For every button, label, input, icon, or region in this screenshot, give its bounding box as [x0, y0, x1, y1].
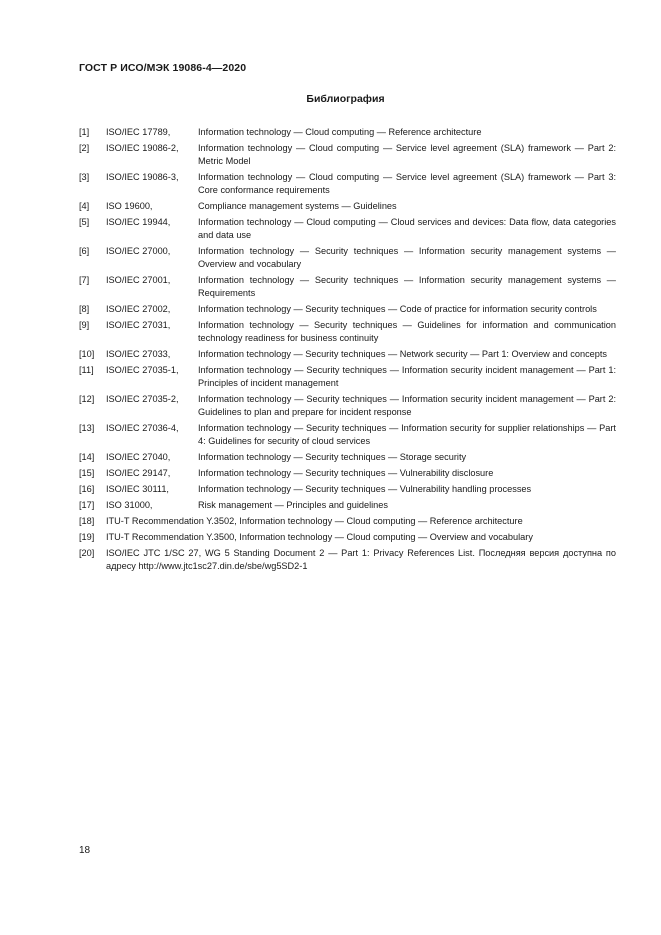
reference-code: ISO/IEC 17789,	[106, 127, 171, 137]
bibliography-entry	[79, 274, 616, 300]
reference-number: [8]	[79, 304, 90, 314]
bibliography-entry	[79, 515, 616, 528]
page-number: 18	[79, 845, 91, 856]
reference-title: Information technology — Cloud computing — Service level agreement (SLA) framework — Part 3: Core conformance requirements	[198, 172, 616, 195]
reference-text: ITU-T Recommendation Y.3500, Information technology — Cloud computing — Overview and vocabulary	[106, 532, 533, 542]
reference-title: Information technology — Security techniques — Information security incident management — Part 2: Guidelines to plan and prepare for incident response	[198, 394, 616, 417]
reference-title: Information technology — Security techniques — Information security incident management — Part 1: Principles of incident management	[198, 365, 616, 388]
reference-code: ISO/IEC 27035-1,	[106, 365, 179, 375]
bibliography-entry	[79, 200, 616, 213]
reference-code: ISO/IEC 27000,	[106, 246, 171, 256]
reference-code: ISO/IEC 27001,	[106, 275, 171, 285]
reference-code: ISO 19600,	[106, 201, 153, 211]
reference-code: ISO/IEC 30111,	[106, 484, 169, 494]
reference-title: Information technology — Security techniques — Guidelines for information and communication technology readiness for business continuity	[198, 320, 616, 343]
reference-title: Information technology — Security techniques — Code of practice for information security controls	[198, 304, 597, 314]
reference-title: Information technology — Cloud computing — Service level agreement (SLA) framework — Part 2: Metric Model	[198, 143, 616, 166]
bibliography-entry	[79, 467, 616, 480]
bibliography-entry	[79, 499, 616, 512]
bibliography-entry	[79, 483, 616, 496]
reference-number: [11]	[79, 365, 94, 375]
reference-number: [15]	[79, 468, 95, 478]
bibliography-entry	[79, 364, 616, 390]
reference-title: Information technology — Security techniques — Network security — Part 1: Overview and concepts	[198, 349, 608, 359]
reference-code: ISO/IEC 19086-2,	[106, 143, 179, 153]
reference-title: Compliance management systems — Guidelines	[198, 201, 397, 211]
reference-title: Information technology — Security techniques — Vulnerability handling processes	[198, 484, 532, 494]
bibliography-entry	[79, 348, 616, 361]
reference-number: [19]	[79, 532, 95, 542]
reference-number: [20]	[79, 548, 95, 558]
reference-code: ISO/IEC 19086-3,	[106, 172, 179, 182]
reference-number: [18]	[79, 516, 95, 526]
reference-code: ISO/IEC 27036-4,	[106, 423, 179, 433]
bibliography-entry	[79, 171, 616, 197]
reference-code: ISO/IEC 27040,	[106, 452, 171, 462]
reference-title: Risk management — Principles and guidelines	[198, 500, 388, 510]
bibliography-entry	[79, 422, 616, 448]
reference-code: ISO/IEC 29147,	[106, 468, 171, 478]
reference-number: [9]	[79, 320, 90, 330]
page-header: ГОСТ Р ИСО/МЭК 19086-4—2020	[79, 62, 247, 74]
bibliography-entry	[79, 142, 616, 168]
reference-number: [16]	[79, 484, 95, 494]
bibliography-entry	[79, 547, 616, 573]
reference-number: [7]	[79, 275, 90, 285]
reference-code: ISO/IEC 27031,	[106, 320, 171, 330]
reference-number: [14]	[79, 452, 95, 462]
reference-text: ITU-T Recommendation Y.3502, Information technology — Cloud computing — Reference architecture	[106, 516, 523, 526]
reference-title: Information technology — Security techniques — Information security management systems — Requirements	[198, 275, 616, 298]
reference-number: [3]	[79, 172, 90, 182]
reference-code: ISO/IEC 27035-2,	[106, 394, 179, 404]
bibliography-entry	[79, 531, 616, 544]
reference-code: ISO/IEC 19944,	[106, 217, 171, 227]
reference-number: [5]	[79, 217, 90, 227]
bibliography-list	[79, 126, 616, 576]
reference-code: ISO 31000,	[106, 500, 153, 510]
reference-number: [1]	[79, 127, 90, 137]
bibliography-entry	[79, 126, 616, 139]
reference-title: Information technology — Cloud computing — Cloud services and devices: Data flow, data categories and data use	[198, 217, 616, 240]
bibliography-entry	[79, 319, 616, 345]
section-title: Библиография	[306, 93, 385, 105]
reference-code: ISO/IEC 27033,	[106, 349, 171, 359]
reference-title: Information technology — Security techniques — Vulnerability disclosure	[198, 468, 494, 478]
bibliography-entry	[79, 216, 616, 242]
bibliography-entry	[79, 451, 616, 464]
reference-title: Information technology — Security techniques — Storage security	[198, 452, 467, 462]
reference-number: [2]	[79, 143, 90, 153]
bibliography-entry	[79, 245, 616, 271]
reference-title: Information technology — Cloud computing — Reference architecture	[198, 127, 482, 137]
reference-number: [17]	[79, 500, 95, 510]
reference-number: [6]	[79, 246, 90, 256]
reference-number: [13]	[79, 423, 95, 433]
bibliography-entry	[79, 303, 616, 316]
reference-text: ISO/IEC JTC 1/SC 27, WG 5 Standing Document 2 — Part 1: Privacy References List. Последняя версия доступна по адресу http://www.jtc1sc27.din.de/sbe/wg5SD2-1	[106, 548, 616, 571]
reference-title: Information technology — Security techniques — Information security for supplier relationships — Part 4: Guidelines for security of cloud services	[198, 423, 616, 446]
reference-number: [12]	[79, 394, 95, 404]
reference-code: ISO/IEC 27002,	[106, 304, 171, 314]
reference-number: [10]	[79, 349, 95, 359]
reference-title: Information technology — Security techniques — Information security management systems — Overview and vocabulary	[198, 246, 616, 269]
bibliography-entry	[79, 393, 616, 419]
reference-number: [4]	[79, 201, 90, 211]
